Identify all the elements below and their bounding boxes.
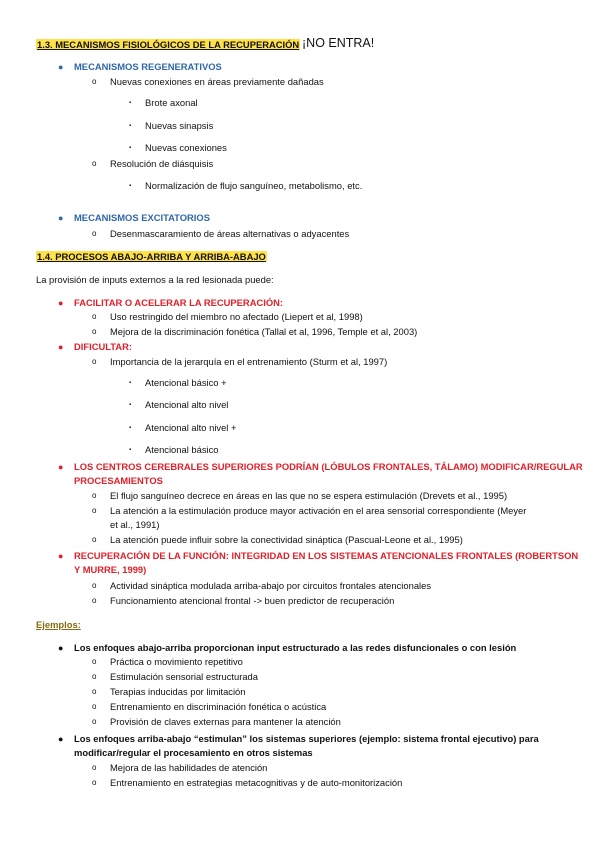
list-item: Nuevas conexiones en áreas previamente dañadas	[110, 76, 324, 87]
bullet-square-icon: ▪	[129, 123, 132, 129]
bullet-circle-icon: o	[92, 596, 97, 605]
bullet-square-icon: ▪	[129, 425, 132, 431]
list-item: Nuevas sinapsis	[145, 120, 214, 131]
bullet-circle-icon: o	[92, 687, 97, 696]
list-item: Atencional básico	[145, 444, 219, 455]
bullet-square-icon: ▪	[129, 183, 132, 189]
bullet-circle-icon: o	[92, 763, 97, 772]
intro-text: La provisión de inputs externos a la red lesionada puede:	[36, 274, 274, 285]
regenerative-label: MECANISMOS REGENERATIVOS	[74, 61, 222, 72]
list-item: Brote axonal	[145, 97, 198, 108]
list-item: Importancia de la jerarquía en el entrenamiento (Sturm et al, 1997)	[110, 356, 388, 367]
bullet-dot-icon: ●	[58, 643, 64, 653]
list-item: Atencional básico +	[145, 377, 227, 388]
bullet-dot-icon: ●	[58, 734, 64, 744]
bullet-circle-icon: o	[92, 327, 97, 336]
group2-label-line1: Los enfoques arriba-abajo “estimulan” los sistemas superiores (ejemplo: sistema frontal ejecutivo) para	[74, 733, 539, 744]
section-1-3-title: 1.3. MECANISMOS FISIOLÓGICOS DE LA RECUPERACIÓN	[37, 39, 300, 50]
bullet-circle-icon: o	[92, 581, 97, 590]
list-item: La atención a la estimulación produce mayor activación en el area sensorial correspondiente (Meyer	[110, 505, 527, 516]
excitatory-label: MECANISMOS EXCITATORIOS	[74, 212, 210, 223]
group1-label: Los enfoques abajo-arriba proporcionan input estructurado a las redes disfuncionales o con lesión	[74, 642, 517, 653]
list-item: Desenmascaramiento de áreas alternativas o adyacentes	[110, 228, 350, 239]
bullet-dot-icon: ●	[58, 213, 64, 223]
bullet-square-icon: ▪	[129, 145, 132, 151]
bullet-dot-icon: ●	[58, 342, 64, 352]
recuperacion-label-line2: Y MURRE, 1999)	[74, 564, 147, 575]
ejemplos-title: Ejemplos:	[36, 619, 81, 630]
dificultar-label: DIFICULTAR:	[74, 341, 132, 352]
bullet-circle-icon: o	[92, 506, 97, 515]
list-item: Resolución de diásquisis	[110, 158, 214, 169]
list-item: Entrenamiento en discriminación fonética o acústica	[110, 701, 327, 712]
list-item: La atención puede influir sobre la conectividad sináptica (Pascual-Leone et al., 1995)	[110, 534, 463, 545]
bullet-circle-icon: o	[92, 657, 97, 666]
facilitar-label: FACILITAR O ACELERAR LA RECUPERACIÓN:	[74, 297, 284, 308]
list-item: Actividad sináptica modulada arriba-abajo por circuitos frontales atencionales	[110, 580, 432, 591]
recuperacion-label-line1: RECUPERACIÓN DE LA FUNCIÓN: INTEGRIDAD EN LOS SISTEMAS ATENCIONALES FRONTALES (ROBERTSON	[74, 550, 579, 561]
bullet-square-icon: ▪	[129, 380, 132, 386]
bullet-square-icon: ▪	[129, 447, 132, 453]
group2-label-line2: modificar/regular el procesamiento en otros sistemas	[74, 747, 313, 758]
bullet-circle-icon: o	[92, 702, 97, 711]
bullet-circle-icon: o	[92, 312, 97, 321]
bullet-square-icon: ▪	[129, 100, 132, 106]
bullet-circle-icon: o	[92, 778, 97, 787]
list-item: Uso restringido del miembro no afectado (Liepert et al, 1998)	[110, 311, 363, 322]
list-item: Mejora de las habilidades de atención	[110, 762, 268, 773]
list-item: Nuevas conexiones	[145, 142, 227, 153]
list-item: El flujo sanguíneo decrece en áreas en las que no se espera estimulación (Drevets et al., 1995)	[110, 490, 508, 501]
list-item: Atencional alto nivel	[145, 399, 229, 410]
bullet-circle-icon: o	[92, 159, 97, 168]
bullet-circle-icon: o	[92, 229, 97, 238]
bullet-square-icon: ▪	[129, 402, 132, 408]
bullet-circle-icon: o	[92, 77, 97, 86]
bullet-circle-icon: o	[92, 672, 97, 681]
bullet-circle-icon: o	[92, 357, 97, 366]
centros-label-line1: LOS CENTROS CEREBRALES SUPERIORES PODRÍAN (LÓBULOS FRONTALES, TÁLAMO) MODIFICAR/REGULAR	[74, 461, 583, 472]
section-1-4-title: 1.4. PROCESOS ABAJO-ARRIBA Y ARRIBA-ABAJO	[37, 251, 266, 262]
bullet-circle-icon: o	[92, 491, 97, 500]
list-item: Atencional alto nivel +	[145, 422, 237, 433]
list-item: Estimulación sensorial estructurada	[110, 671, 258, 682]
list-item: Funcionamiento atencional frontal -> buen predictor de recuperación	[110, 595, 395, 606]
list-item: Normalización de flujo sanguíneo, metabolismo, etc.	[145, 180, 363, 191]
list-item: Mejora de la discriminación fonética (Tallal et al, 1996, Temple et al, 2003)	[110, 326, 418, 337]
no-entra-note: ¡NO ENTRA!	[302, 36, 375, 50]
bullet-dot-icon: ●	[58, 62, 64, 72]
bullet-dot-icon: ●	[58, 462, 64, 472]
bullet-dot-icon: ●	[58, 551, 64, 561]
list-item: Práctica o movimiento repetitivo	[110, 656, 243, 667]
bullet-dot-icon: ●	[58, 298, 64, 308]
section-1-4-heading	[36, 251, 267, 263]
list-item: Terapias inducidas por limitación	[110, 686, 246, 697]
ejemplos-heading	[36, 619, 81, 631]
centros-label-line2: PROCESAMIENTOS	[74, 475, 163, 486]
bullet-circle-icon: o	[92, 535, 97, 544]
list-item: Provisión de claves externas para mantener la atención	[110, 716, 341, 727]
list-item-continuation: et al., 1991)	[110, 519, 160, 530]
section-1-3-heading	[36, 39, 300, 51]
list-item: Entrenamiento en estrategias metacognitivas y de auto-monitorización	[110, 777, 403, 788]
bullet-circle-icon: o	[92, 717, 97, 726]
